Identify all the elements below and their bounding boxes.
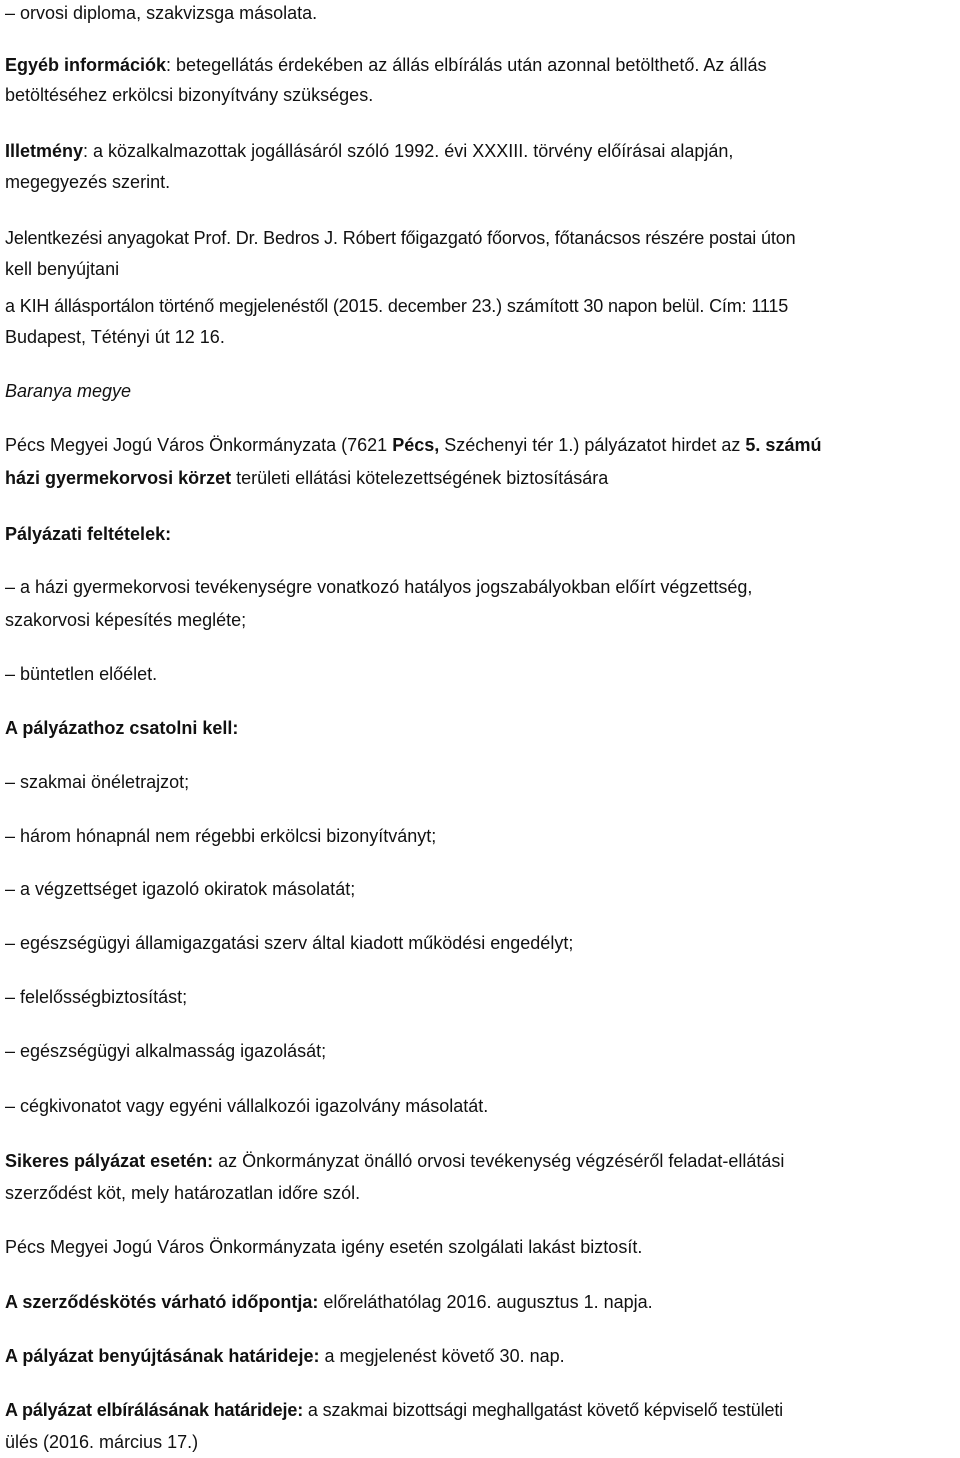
section-heading-baranya — [5, 381, 952, 401]
text-span: a KIH állásportálon történő megjelenéstől (2015. december 23.) számított 30 napon belül. Cím: 1115 — [5, 296, 789, 316]
text-span: szakorvosi képesítés megléte; — [5, 610, 247, 630]
text-span: 5. számú — [745, 435, 822, 455]
text-span: az Önkormányzat önálló orvosi tevékenység végzéséről feladat-ellátási — [213, 1151, 785, 1171]
list-item — [5, 664, 952, 684]
text-span: Széchenyi tér 1.) pályázatot hirdet az — [439, 435, 746, 455]
label-elbiralas-hatarideje: A pályázat elbírálásának határideje: — [5, 1400, 304, 1420]
list-item — [5, 826, 952, 846]
label-illetmeny: Illetmény — [5, 141, 84, 161]
text-span: A pályázathoz csatolni kell: — [5, 718, 239, 738]
text-span: Pécs, — [392, 435, 440, 455]
text-line — [5, 1292, 952, 1312]
text-line — [5, 1346, 952, 1366]
text-line — [5, 327, 952, 347]
heading-csatolni — [5, 718, 952, 738]
text-span: előreláthatólag 2016. augusztus 1. napja. — [318, 1292, 653, 1312]
label-szerzodeskotes: A szerződéskötés várható időpontja: — [5, 1292, 319, 1312]
text-span: Pályázati feltételek: — [5, 524, 172, 544]
text-line — [5, 1432, 952, 1452]
text-line — [5, 259, 952, 279]
text-line — [5, 1151, 952, 1171]
text-line — [5, 228, 952, 248]
list-item — [5, 577, 952, 597]
list-item — [5, 933, 952, 953]
text-span: : betegellátás érdekében az állás elbírálás után azonnal betölthető. Az állás — [166, 55, 767, 75]
heading-palyazati-feltetelek — [5, 524, 952, 544]
label-egyeb-informaciok: Egyéb információk — [5, 55, 167, 75]
text-span: – egészségügyi alkalmasság igazolását; — [5, 1041, 327, 1061]
text-line — [5, 1183, 952, 1203]
text-line — [5, 1237, 952, 1257]
text-line — [5, 1400, 952, 1420]
text-line — [5, 172, 952, 192]
text-span: – egészségügyi államigazgatási szerv által kiadott működési engedélyt; — [5, 933, 574, 953]
list-item — [5, 879, 952, 899]
text-span: Pécs Megyei Jogú Város Önkormányzata (7621 — [5, 435, 393, 455]
text-line — [5, 55, 952, 75]
text-span: Jelentkezési anyagokat Prof. Dr. Bedros J. Róbert főigazgató főorvos, főtanácsos részére postai úton — [5, 228, 796, 248]
list-item — [5, 772, 952, 792]
text-line — [5, 296, 952, 316]
text-span: Pécs Megyei Jogú Város Önkormányzata igény esetén szolgálati lakást biztosít. — [5, 1237, 643, 1257]
text-line — [5, 85, 952, 105]
text-span: a szakmai bizottsági meghallgatást követő képviselő testületi — [303, 1400, 784, 1420]
text-span: területi ellátási kötelezettségének biztosítására — [231, 468, 609, 488]
list-item — [5, 1096, 952, 1116]
label-benyujtas-hatarideje: A pályázat benyújtásának határideje: — [5, 1346, 320, 1366]
text-span: – a végzettséget igazoló okiratok másolatát; — [5, 879, 356, 899]
text-span: ülés (2016. március 17.) — [5, 1432, 199, 1452]
text-span: – három hónapnál nem régebbi erkölcsi bizonyítványt; — [5, 826, 437, 846]
label-sikeres-palyazat: Sikeres pályázat esetén: — [5, 1151, 214, 1171]
text-span: Budapest, Tétényi út 12 16. — [5, 327, 225, 347]
text-span: a megjelenést követő 30. nap. — [319, 1346, 565, 1366]
text-span: – szakmai önéletrajzot; — [5, 772, 190, 792]
text-span: megegyezés szerint. — [5, 172, 171, 192]
text-span: szerződést köt, mely határozatlan időre szól. — [5, 1183, 361, 1203]
text-span: betöltéséhez erkölcsi bizonyítvány szükséges. — [5, 85, 374, 105]
text-line — [5, 435, 952, 455]
text-span: kell benyújtani — [5, 259, 120, 279]
text-line — [5, 141, 952, 161]
text-line — [5, 610, 952, 630]
text-line — [5, 3, 952, 23]
text-span: házi gyermekorvosi körzet — [5, 468, 232, 488]
list-item — [5, 1041, 952, 1061]
text-span: – a házi gyermekorvosi tevékenységre vonatkozó hatályos jogszabályokban előírt végzettség, — [5, 577, 753, 597]
text-span: – felelősségbiztosítást; — [5, 987, 188, 1007]
list-item — [5, 987, 952, 1007]
text-span: : a közalkalmazottak jogállásáról szóló 1992. évi XXXIII. törvény előírásai alapján, — [83, 141, 734, 161]
text-line — [5, 468, 952, 488]
text-span: – büntetlen előélet. — [5, 664, 158, 684]
text-span: – cégkivonatot vagy egyéni vállalkozói igazolvány másolatát. — [5, 1096, 489, 1116]
text-span: – orvosi diploma, szakvizsga másolata. — [5, 3, 318, 23]
text-span: Baranya megye — [5, 381, 132, 401]
